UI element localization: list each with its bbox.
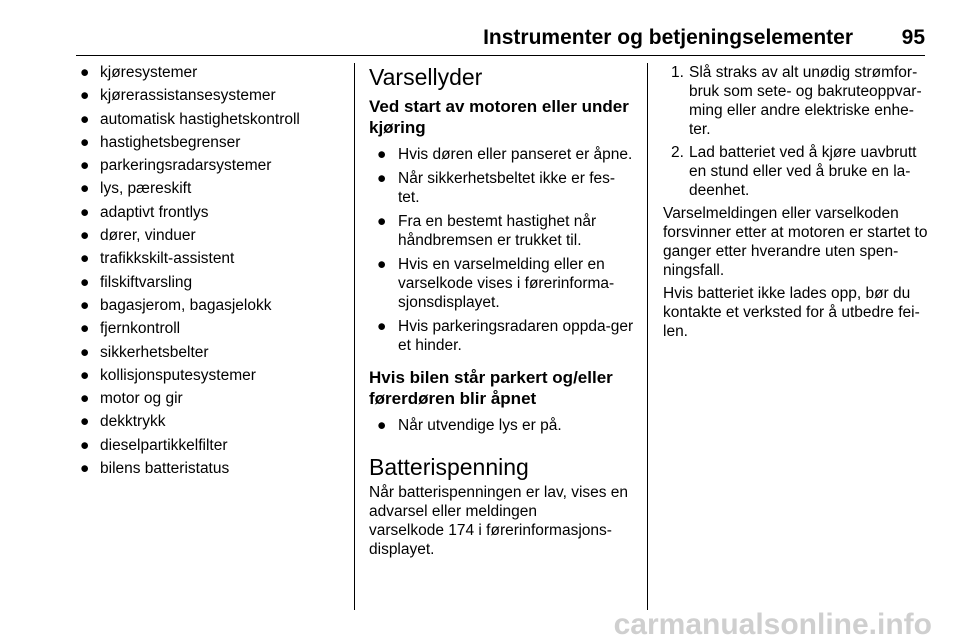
battery-paragraph-2: varselkode 174 i førerinformasjons-displayet. <box>369 522 612 558</box>
bullet-icon: ● <box>377 318 387 335</box>
bullet-icon: ● <box>80 64 90 81</box>
page-number: 95 <box>901 26 925 49</box>
list-item-text: dekktrykk <box>100 413 166 431</box>
list-item <box>76 389 346 408</box>
page-title: Instrumenter og betjeningselementer <box>483 26 853 49</box>
list-item-text: automatisk hastighetskontroll <box>100 110 300 128</box>
subheading-start-motor: Ved start av motoren eller under kjøring <box>369 97 629 137</box>
parked-conditions-list <box>369 416 635 435</box>
bullet-icon: ● <box>80 343 90 361</box>
list-item <box>76 366 346 385</box>
step-item <box>663 63 928 139</box>
list-item <box>76 133 346 152</box>
list-item <box>369 255 635 312</box>
section-title-varsellyder: Varsellyder <box>369 64 483 90</box>
battery-steps-list <box>663 63 928 200</box>
list-item-text: trafikkskilt-assistent <box>100 250 235 268</box>
list-item <box>76 273 346 292</box>
bullet-icon: ● <box>80 250 90 268</box>
list-item-text: dører, vinduer <box>100 227 196 245</box>
list-item-text: bagasjerom, bagasjelokk <box>100 296 272 314</box>
bullet-icon: ● <box>80 110 90 128</box>
list-item-text: Hvis parkeringsradaren oppda-ger et hinder. <box>398 318 634 354</box>
list-item <box>369 169 635 207</box>
list-item <box>76 319 346 338</box>
column-divider-right <box>647 63 648 610</box>
bullet-icon: ● <box>377 146 387 163</box>
step-number: 2. <box>671 144 684 161</box>
column-divider-left <box>354 63 355 610</box>
warning-conditions-list <box>369 145 635 355</box>
list-item-text: kollisjonsputesystemer <box>100 366 256 384</box>
bullet-icon: ● <box>80 87 90 105</box>
list-item <box>76 156 346 175</box>
list-item-text: lys, pæreskift <box>100 180 192 198</box>
list-item <box>76 296 346 315</box>
list-item <box>369 416 635 435</box>
column-right <box>663 63 928 345</box>
bullet-icon: ● <box>80 227 90 245</box>
subheading-parked: Hvis bilen står parkert og/eller førerdøren blir åpnet <box>369 368 613 408</box>
step-text: Slå straks av alt unødig strømfor-bruk som sete- og bakruteoppvar-ming eller andre elektriske enhe-ter. <box>689 64 922 138</box>
bullet-icon: ● <box>377 213 387 230</box>
bullet-icon: ● <box>377 256 387 273</box>
bullet-icon: ● <box>80 273 90 291</box>
list-item <box>76 459 346 478</box>
battery-paragraph-4: Hvis batteriet ikke lades opp, bør du kontakte et verksted for å utbedre fei-len. <box>663 285 920 340</box>
list-item-text: Hvis døren eller panseret er åpne. <box>398 146 633 163</box>
list-item-text: Når utvendige lys er på. <box>398 417 562 434</box>
list-item-text: Fra en bestemt hastighet når håndbremsen er trukket til. <box>398 213 597 249</box>
header-divider <box>76 55 925 56</box>
bullet-icon: ● <box>80 390 90 408</box>
bullet-icon: ● <box>80 203 90 221</box>
bullet-icon: ● <box>80 296 90 314</box>
column-left <box>76 63 346 482</box>
bullet-icon: ● <box>80 460 90 478</box>
list-item-text: filskiftvarsling <box>100 273 193 291</box>
list-item-text: motor og gir <box>100 390 183 408</box>
list-item <box>76 226 346 245</box>
list-item <box>76 86 346 105</box>
list-item <box>76 436 346 455</box>
list-item-text: dieselpartikkelfilter <box>100 436 228 454</box>
list-item-text: fjernkontroll <box>100 320 181 338</box>
list-item <box>76 203 346 222</box>
bullet-icon: ● <box>80 366 90 384</box>
list-item-text: kjørerassistansesystemer <box>100 87 276 105</box>
list-item <box>76 179 346 198</box>
list-item <box>76 249 346 268</box>
list-item <box>76 110 346 129</box>
list-item <box>76 412 346 431</box>
bullet-icon: ● <box>80 180 90 198</box>
list-item-text: bilens batteristatus <box>100 460 230 478</box>
list-item <box>369 212 635 250</box>
list-item-text: adaptivt frontlys <box>100 203 209 221</box>
bullet-icon: ● <box>377 417 387 434</box>
step-text: Lad batteriet ved å kjøre uavbrutt en stund eller ved å bruke en la-deenhet. <box>689 144 917 199</box>
bullet-icon: ● <box>80 413 90 431</box>
step-number: 1. <box>671 64 684 81</box>
bullet-icon: ● <box>80 320 90 338</box>
watermark: carmanualsonline.info <box>613 608 932 641</box>
step-item <box>663 143 928 200</box>
list-item <box>76 343 346 362</box>
list-item-text: Når sikkerhetsbeltet ikke er fes-tet. <box>398 170 616 206</box>
bullet-icon: ● <box>80 436 90 454</box>
bullet-icon: ● <box>80 157 90 175</box>
list-item-text: Hvis en varselmelding eller en varselkode vises i førerinforma-sjonsdisplayet. <box>398 256 615 311</box>
list-item <box>76 63 346 82</box>
battery-paragraph-3: Varselmeldingen eller varselkoden forsvinner etter at motoren er startet to ganger etter hverandre uten spen-ningsfall. <box>663 205 928 279</box>
battery-paragraph-1: Når batterispenningen er lav, vises en advarsel eller meldingen <box>369 484 629 520</box>
bullet-icon: ● <box>377 170 387 187</box>
list-item-text: hastighetsbegrenser <box>100 133 241 151</box>
topic-list <box>76 63 346 478</box>
list-item-text: parkeringsradarsystemer <box>100 157 272 175</box>
list-item-text: sikkerhetsbelter <box>100 343 209 361</box>
list-item <box>369 317 635 355</box>
list-item-text: kjøresystemer <box>100 64 198 81</box>
page-header <box>0 26 925 56</box>
column-middle <box>369 63 635 563</box>
section-title-batterispenning: Batterispenning <box>369 454 529 480</box>
list-item <box>369 145 635 164</box>
bullet-icon: ● <box>80 133 90 151</box>
